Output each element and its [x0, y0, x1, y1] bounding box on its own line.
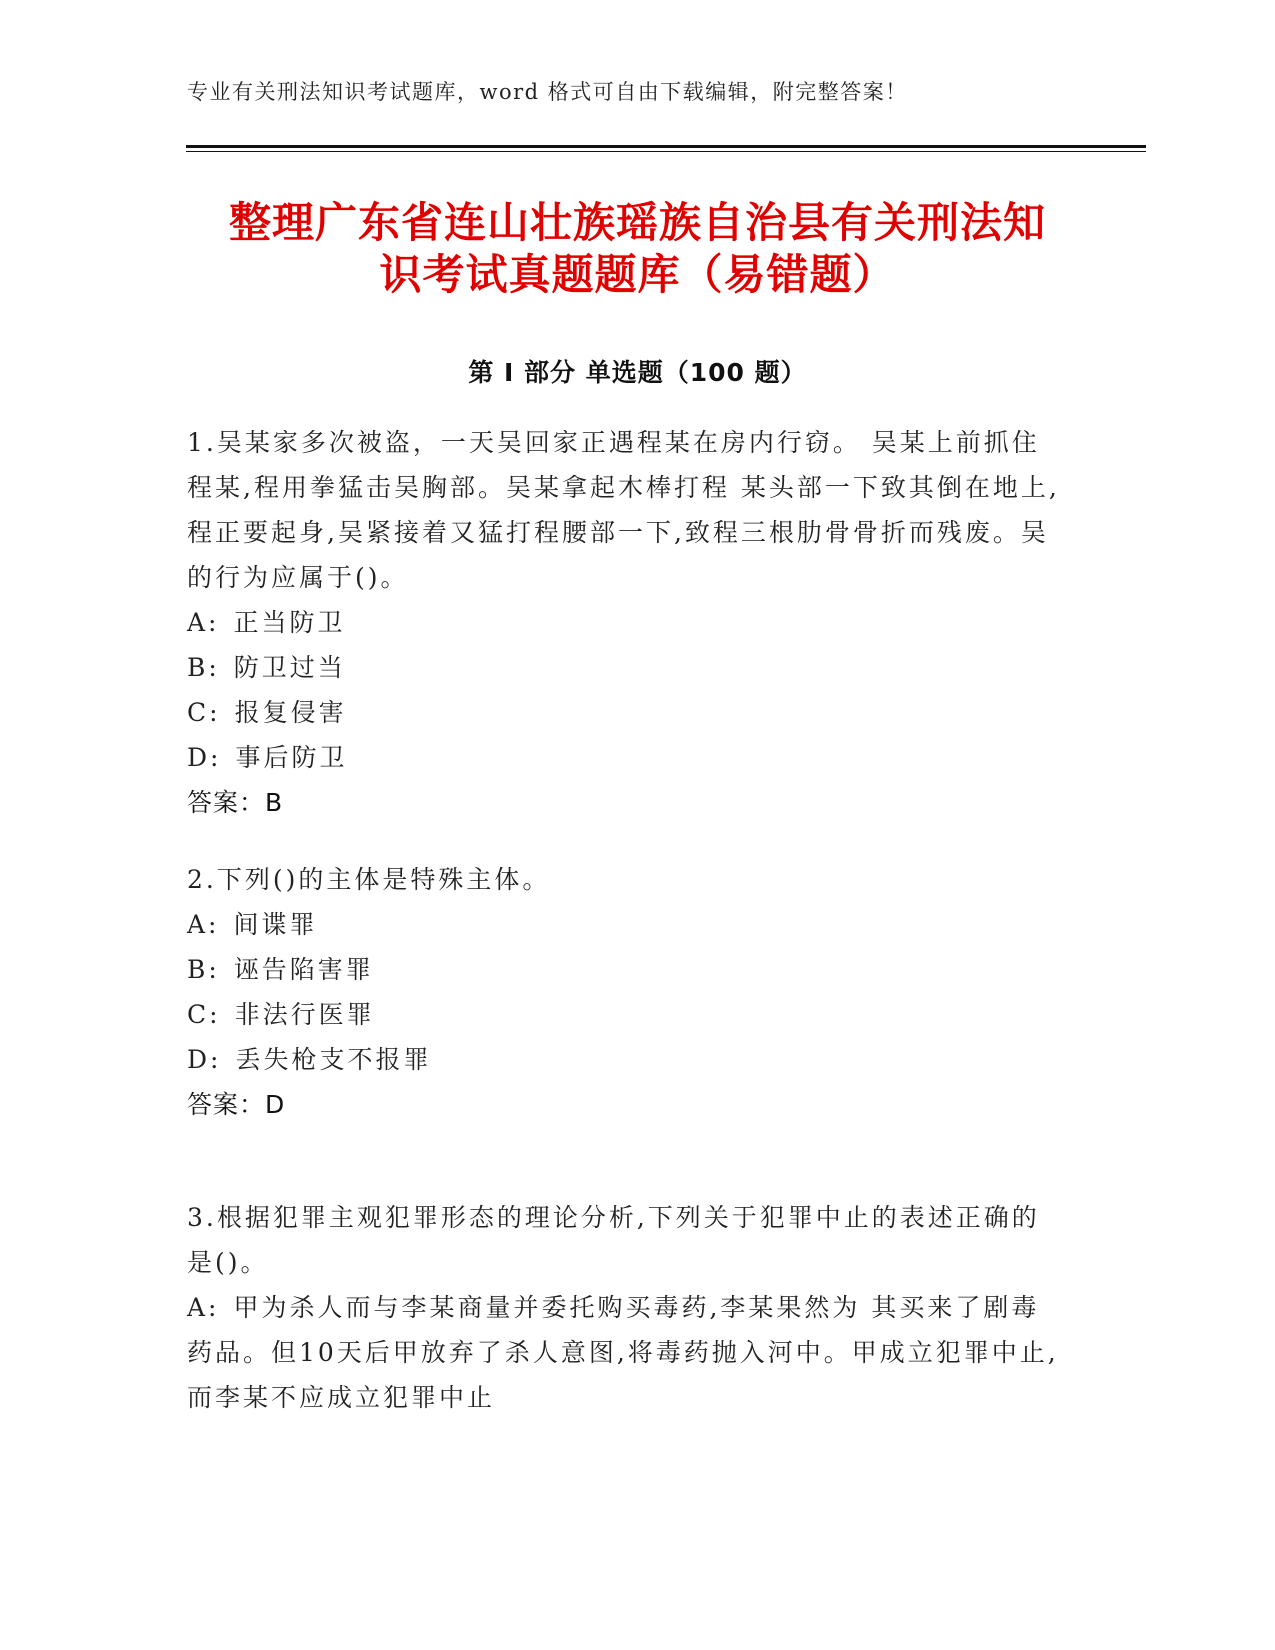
option-key: B: [187, 955, 220, 984]
header-rule-thin [186, 151, 1146, 152]
question-2 [187, 857, 1067, 1127]
answer: 答案：B [187, 788, 284, 817]
option-text: 丢失枪支不报罪 [235, 1045, 432, 1074]
option-d [187, 735, 1067, 780]
option-key: A: [187, 1293, 220, 1322]
option-key: D: [187, 1045, 222, 1074]
option-c [187, 992, 1067, 1037]
option-text: 正当防卫 [233, 608, 346, 637]
section-title: 第 I 部分 单选题（100 题） [468, 358, 807, 387]
option-text: 甲为杀人而与李某商量并委托购买毒药,李某果然为 其买来了剧毒药品。但10天后甲放弃了杀人意图,将毒药抛入河中。甲成立犯罪中止,而李某不应成立犯罪中止 [187, 1293, 1059, 1412]
option-text: 事后防卫 [235, 743, 348, 772]
option-text: 非法行医罪 [234, 1000, 375, 1029]
option-b [187, 947, 1067, 992]
option-text: 报复侵害 [234, 698, 347, 727]
option-c [187, 690, 1067, 735]
option-a [187, 902, 1067, 947]
question-stem: 3.根据犯罪主观犯罪形态的理论分析,下列关于犯罪中止的表述正确的是()。 [187, 1203, 1040, 1277]
question-stem: 1.吴某家多次被盗，一天吴回家正遇程某在房内行窃。 吴某上前抓住程某,程用拳猛击吴胸部。吴某拿起木棒打程 某头部一下致其倒在地上,程正要起身,吴紧接着又猛打程腰部一下,致程三根肋骨骨折而残废。吴的行为应属于()。 [187, 428, 1060, 592]
option-key: C: [187, 1000, 221, 1029]
option-a [187, 600, 1067, 645]
header-note: 专业有关刑法知识考试题库，word 格式可自由下载编辑，附完整答案！ [187, 80, 908, 104]
option-key: C: [187, 698, 221, 727]
option-text: 诬告陷害罪 [233, 955, 374, 984]
header-rule-thick [186, 145, 1146, 148]
option-b [187, 645, 1067, 690]
option-key: A: [187, 910, 220, 939]
question-3 [187, 1195, 1067, 1420]
option-key: D: [187, 743, 222, 772]
answer: 答案：D [187, 1090, 286, 1119]
option-key: B: [187, 653, 220, 682]
title-line-1: 整理广东省连山壮族瑶族自治县有关刑法知 [228, 198, 1046, 247]
option-text: 间谍罪 [233, 910, 318, 939]
question-stem: 2.下列()的主体是特殊主体。 [187, 865, 551, 894]
document-title [170, 197, 1105, 301]
option-text: 防卫过当 [233, 653, 346, 682]
title-line-2: 识考试真题题库（易错题） [379, 250, 896, 299]
question-1 [187, 420, 1067, 825]
option-a [187, 1285, 1067, 1420]
option-key: A: [187, 608, 220, 637]
option-d [187, 1037, 1067, 1082]
